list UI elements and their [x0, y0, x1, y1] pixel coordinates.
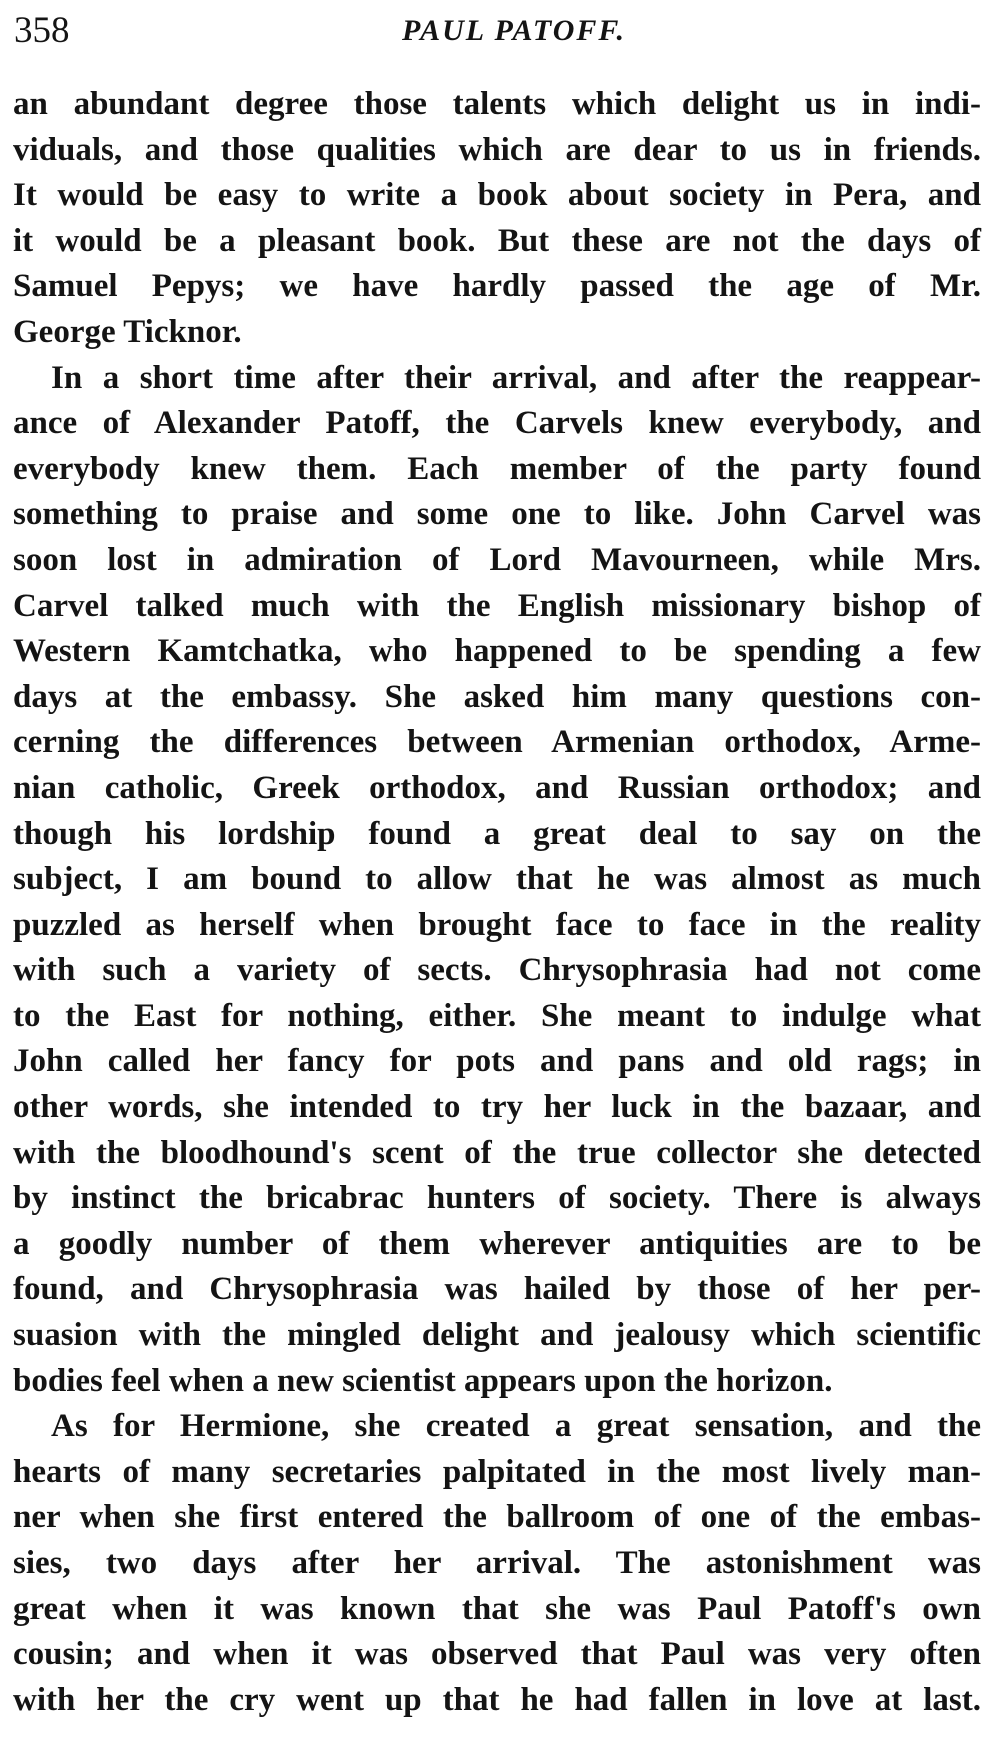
text-line: viduals, and those qualities which are dear to us in friends.	[13, 131, 981, 168]
text-line: with such a variety of sects. Chrysophrasia had not come	[13, 952, 981, 989]
text-line: it would be a pleasant book. But these are not the days of	[13, 222, 981, 259]
text-line: everybody knew them. Each member of the party found	[13, 450, 981, 487]
text-line: subject, I am bound to allow that he was almost as much	[13, 861, 981, 898]
text-line: hearts of many secretaries palpitated in the most lively man-	[13, 1453, 981, 1490]
text-line: cerning the differences between Armenian orthodox, Arme-	[13, 724, 981, 761]
text-line: In a short time after their arrival, and after the reappear-	[51, 359, 981, 396]
text-line: a goodly number of them wherever antiquities are to be	[13, 1225, 981, 1262]
text-line: cousin; and when it was observed that Paul was very often	[13, 1636, 981, 1673]
text-line: days at the embassy. She asked him many questions con-	[13, 678, 981, 715]
text-line: to the East for nothing, either. She meant to indulge what	[13, 997, 981, 1034]
running-title: PAUL PATOFF.	[401, 14, 627, 47]
text-line: George Ticknor.	[13, 313, 242, 350]
text-line: sies, two days after her arrival. The astonishment was	[13, 1545, 981, 1581]
text-line: something to praise and some one to like. John Carvel was	[13, 496, 981, 533]
text-line: Western Kamtchatka, who happened to be spending a few	[13, 633, 981, 670]
text-line: soon lost in admiration of Lord Mavourneen, while Mrs.	[13, 541, 981, 578]
text-line: with her the cry went up that he had fallen in love at last.	[13, 1681, 981, 1718]
text-line: an abundant degree those talents which delight us in indi-	[13, 86, 981, 122]
text-line: Carvel talked much with the English missionary bishop of	[13, 587, 981, 624]
text-line: by instinct the bricabrac hunters of society. There is always	[13, 1180, 981, 1217]
text-line: found, and Chrysophrasia was hailed by those of her per-	[13, 1271, 981, 1308]
text-line: nian catholic, Greek orthodox, and Russian orthodox; and	[13, 769, 981, 806]
text-line: John called her fancy for pots and pans and old rags; in	[13, 1043, 981, 1080]
text-line: with the bloodhound's scent of the true collector she detected	[13, 1134, 981, 1171]
text-line: suasion with the mingled delight and jealousy which scientific	[13, 1317, 981, 1354]
body-text	[13, 82, 981, 1723]
running-head	[14, 6, 984, 56]
text-line: great when it was known that she was Paul Patoff's own	[13, 1590, 981, 1627]
text-line: puzzled as herself when brought face to face in the reality	[13, 906, 981, 943]
text-line: ner when she first entered the ballroom of one of the embas-	[13, 1499, 981, 1536]
text-line: bodies feel when a new scientist appears upon the horizon.	[13, 1362, 833, 1399]
text-line: Samuel Pepys; we have hardly passed the age of Mr.	[13, 268, 981, 305]
text-line: It would be easy to write a book about society in Pera, and	[13, 177, 981, 214]
page-number: 358	[14, 10, 70, 51]
text-line: As for Hermione, she created a great sensation, and the	[51, 1408, 981, 1445]
text-line: though his lordship found a great deal to say on the	[13, 815, 981, 852]
text-line: other words, she intended to try her luck in the bazaar, and	[13, 1089, 981, 1126]
text-line: ance of Alexander Patoff, the Carvels knew everybody, and	[13, 405, 981, 442]
